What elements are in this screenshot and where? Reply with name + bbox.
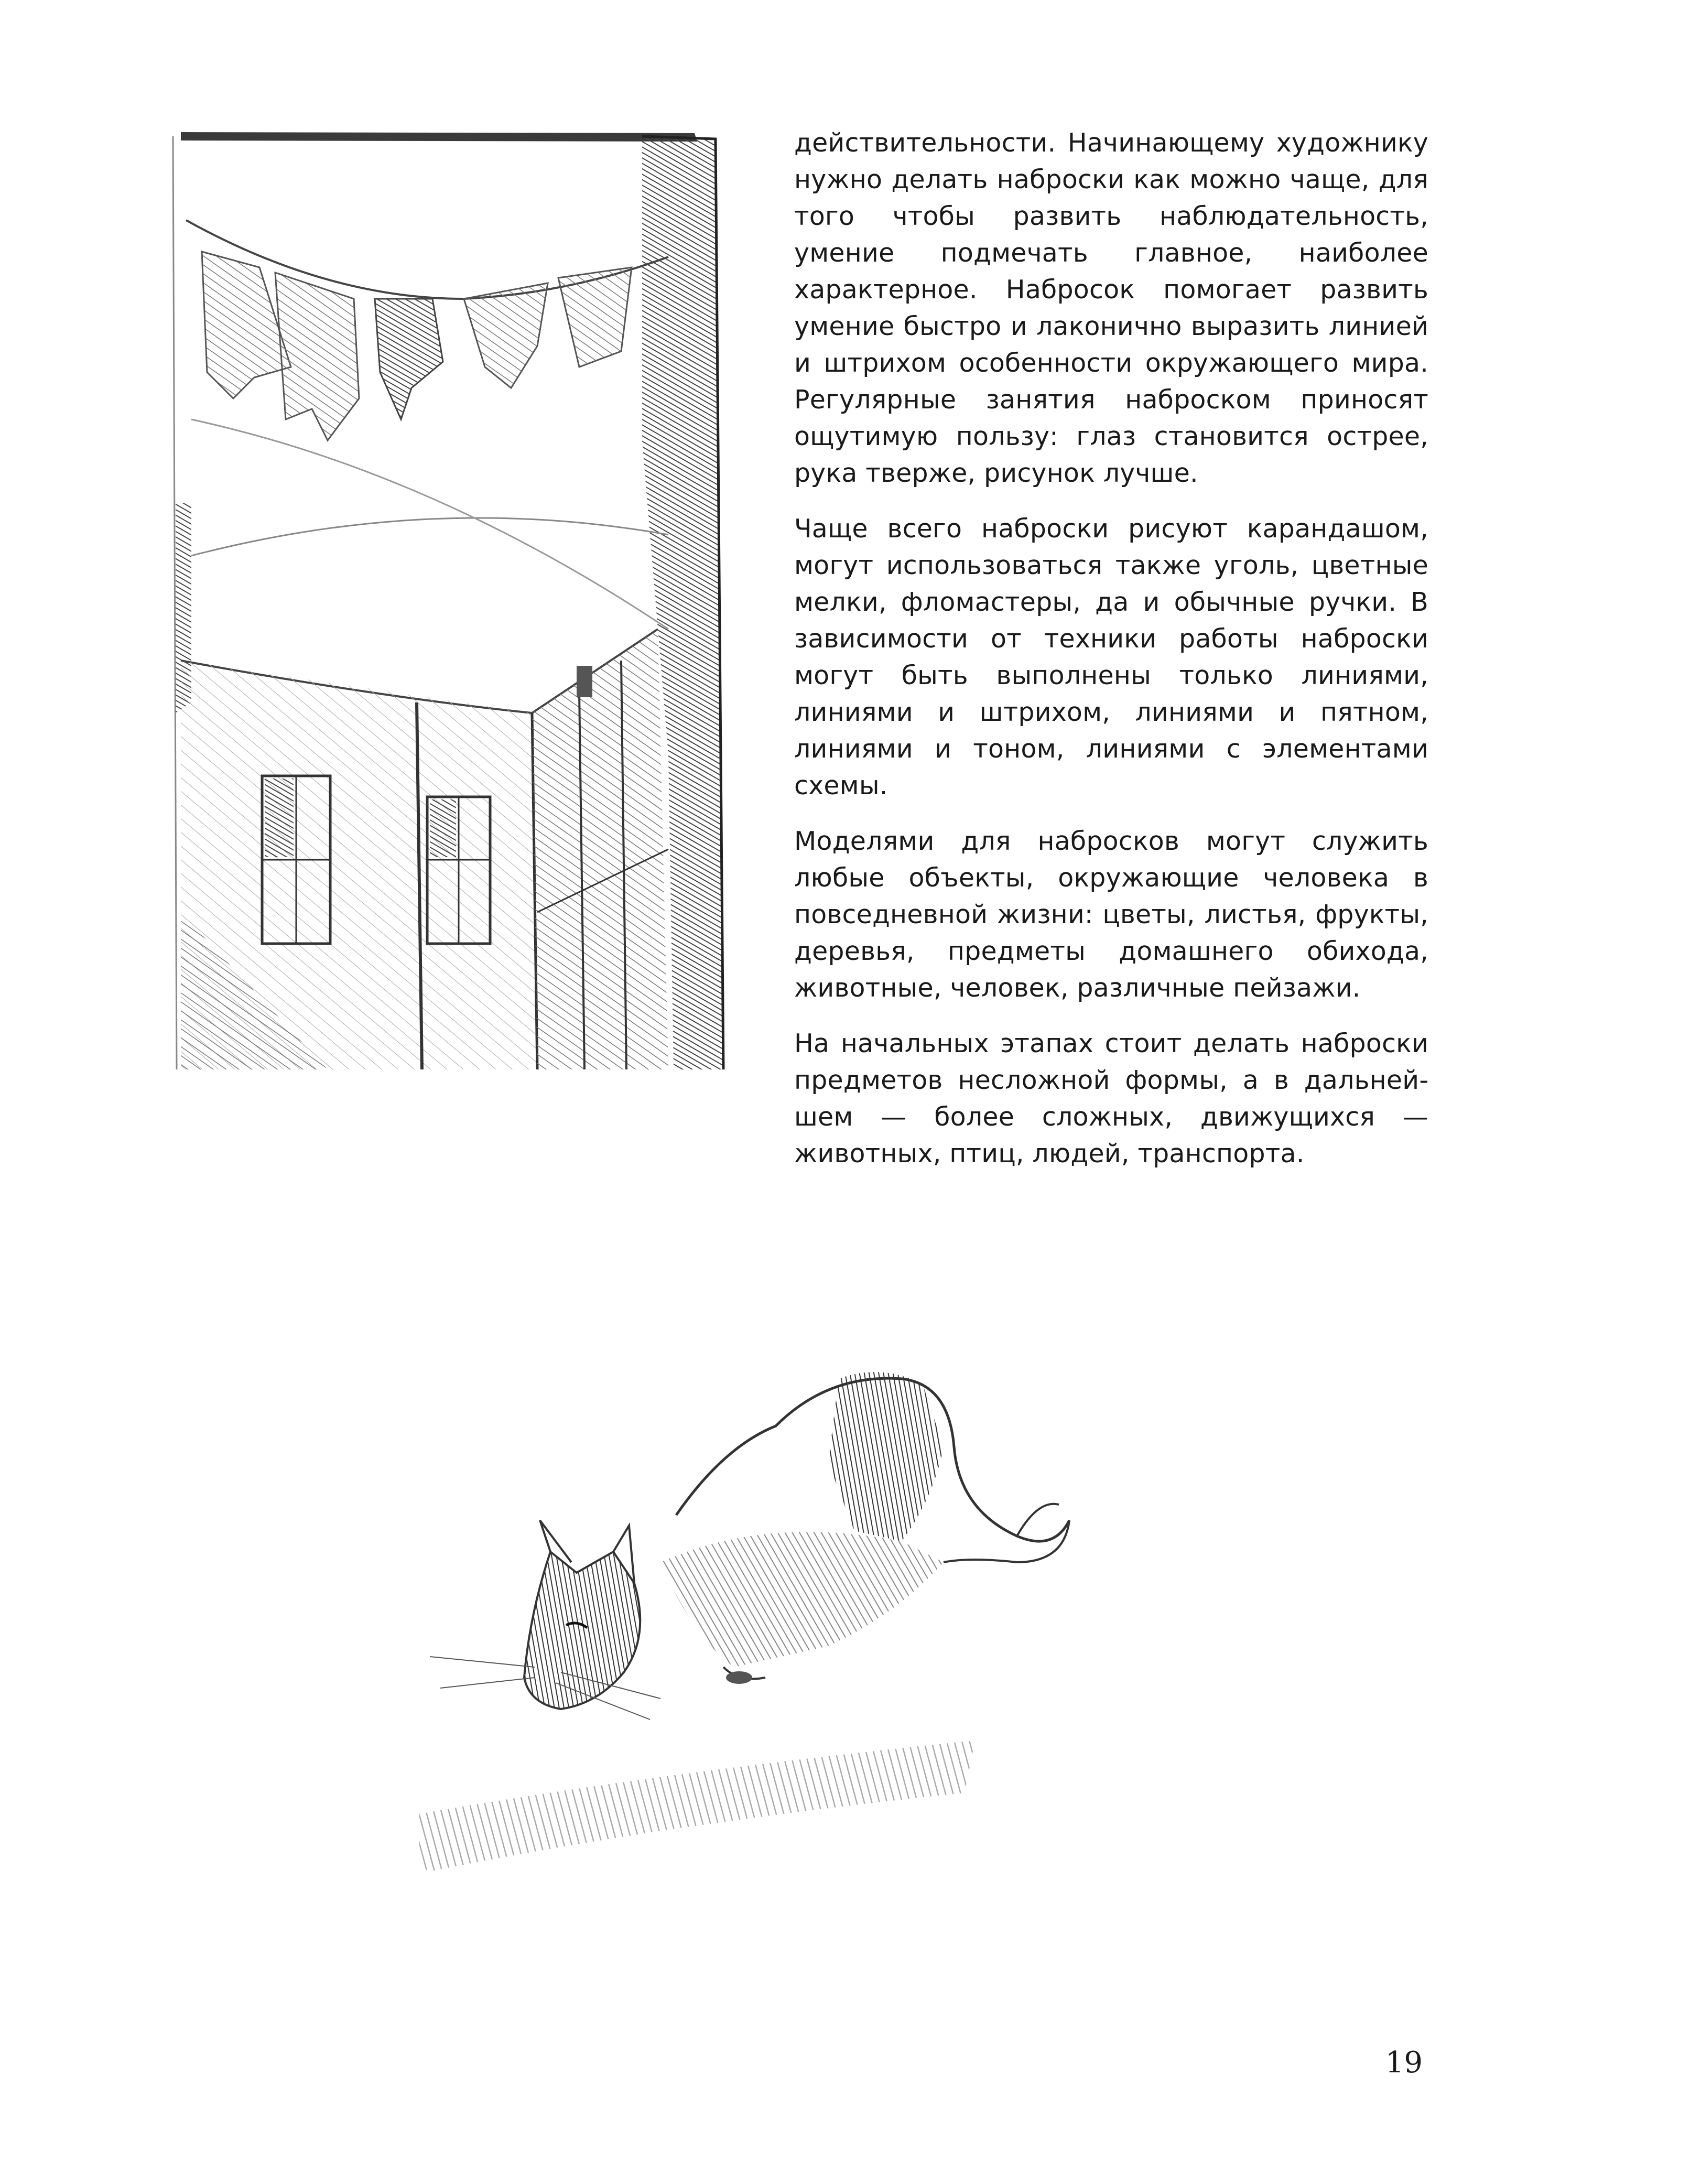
page-number: 19 (1385, 2046, 1423, 2080)
cat-sketch-illustration (398, 1342, 1195, 1872)
courtyard-sketch-illustration (170, 126, 731, 1080)
text-column (794, 125, 1428, 1191)
paragraph-1: действительности. Начинающему художнику нужно делать наброски как можно чаще, для того чтобы развить наблюдательность, умение подмечать главное, наиболее характерное. Набросок помогает развить умение быстро и лаконично выразить линией и штрихом особенности окружающего мира. Регулярные занятия наброском приносят ощутимую пользу: глаз становится острее, рука тверже, рисунок лучше. (794, 128, 1428, 488)
paragraph-2: Чаще всего наброски рисуют карандашом, могут использоваться также уголь, цветные мелки, фломастеры, да и обычные ручки. В зависимости от техники работы наброски могут быть выполнены только линиями, линиями и штрихом, линиями и пятном, линиями и тоном, линиями с элементами схемы. (794, 514, 1428, 801)
paragraph-3: Моделями для набросков могут служить любые объекты, окружающие человека в повседневной жизни: цветы, листья, фрукты, деревья, предметы домашнего обихода, животные, человек, различные пейзажи. (794, 826, 1428, 1003)
paragraph-4: На начальных этапах стоит делать наброски предметов несложной формы, а в дальнейшем — более сложных, движущихся — животных, птиц, людей, транспорта. (794, 1029, 1428, 1169)
